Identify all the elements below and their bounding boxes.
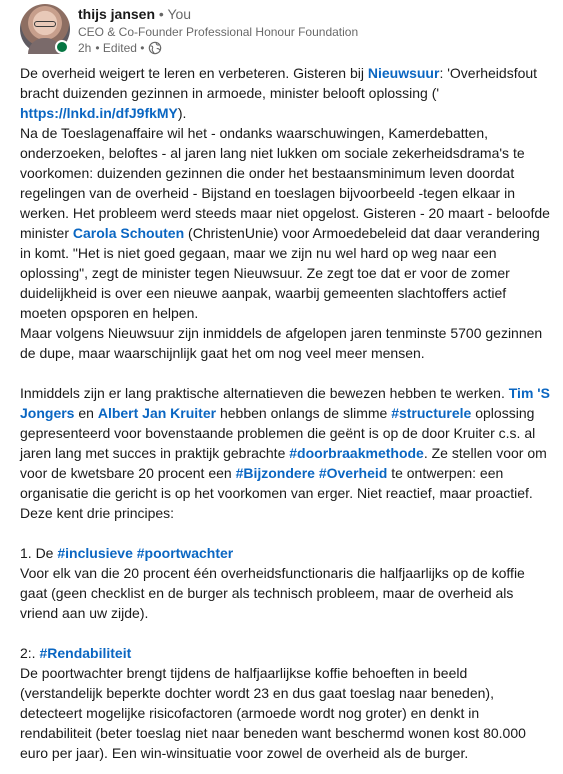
text-span: te ontwerpen: een organisatie die gericht is op het voorkomen van erger. Niet reactief, maar proactief. Deze kent drie principes: bbox=[20, 465, 533, 521]
mention-carola-schouten[interactable]: Carola Schouten bbox=[72, 225, 185, 241]
text-span: 2:. bbox=[20, 645, 40, 661]
hashtag-rendabiliteit[interactable]: #Rendabiliteit bbox=[39, 645, 132, 661]
mention-nieuwsuur[interactable]: Nieuwsuur bbox=[367, 65, 440, 81]
text-span: 1. De bbox=[20, 545, 58, 561]
text-span: ). bbox=[177, 105, 187, 121]
paragraph-spacer bbox=[20, 523, 550, 543]
presence-indicator bbox=[55, 40, 69, 54]
post-body bbox=[20, 63, 550, 763]
edited-label: • Edited • bbox=[95, 41, 145, 55]
post-paragraph-7 bbox=[20, 643, 550, 663]
post-paragraph-8: De poortwachter brengt tijdens de halfjaarlijkse koffie behoeften in beeld (verstandelijk beperkte dochter wordt 23 en dus gaat toeslag naar beneden), detecteert mogelijke risicofactoren (armoede wordt nog groter) en denkt in rendabiliteit (beter toeslag niet naar beneden want beschermd wonen kost 80.000 euro per jaar). Een win-winsituatie voor zowel de overheid als de burger. bbox=[20, 665, 526, 761]
text-span: Inmiddels zijn er lang praktische alternatieven die bewezen hebben te werken. bbox=[20, 385, 509, 401]
text-span: (ChristenUnie) voor Armoedebeleid dat daar verandering in komt. "Het is niet goed gegaan, maar we zijn nu wel hard op weg naar een oplossing", zegt de minister tegen Nieuwsuur. Ze zegt toe dat er voor de zomer duidelijkheid is over een nieuwe aanpak, waarbij gemeenten slachtoffers actief moeten opsporen en helpen. bbox=[20, 225, 540, 321]
hashtag-poortwachter[interactable]: #poortwachter bbox=[136, 545, 234, 561]
text-span: oplossing gepresenteerd voor bovenstaande problemen die geënt is op de door Kruiter c.s. al jaren lang met succes in praktijk gebrachte bbox=[20, 405, 536, 461]
text-span: hebben onlangs de slimme bbox=[216, 405, 392, 421]
mention-albert-jan-kruiter[interactable]: Albert Jan Kruiter bbox=[97, 405, 217, 421]
hashtag-overheid[interactable]: #Overheid bbox=[318, 465, 388, 481]
hashtag-doorbraakmethode[interactable]: #doorbraakmethode bbox=[289, 445, 424, 461]
hashtag-structurele[interactable]: #structurele bbox=[391, 405, 472, 421]
author-name-row bbox=[78, 5, 358, 24]
mention-tim-s-jongers[interactable]: Tim 'S Jongers bbox=[20, 385, 550, 421]
text-span: De overheid weigert te leren en verbeteren. Gisteren bij bbox=[20, 65, 368, 81]
author-name[interactable]: thijs jansen bbox=[78, 6, 156, 22]
text-span: : 'Overheidsfout bracht duizenden gezinnen in armoede, minister belooft oplossing (' bbox=[20, 65, 538, 101]
post-paragraph-6: Voor elk van die 20 procent één overheidsfunctionaris die halfjaarlijks op de koffie gaat (geen checklist en de burger als technisch probleem, maar de overheid als vriend aan uw zijde). bbox=[20, 565, 525, 621]
post-header bbox=[20, 4, 553, 58]
post-time: 2h bbox=[78, 41, 92, 55]
external-link[interactable]: https://lnkd.in/dfJ9fkMY bbox=[20, 105, 178, 121]
post-timestamp-row bbox=[78, 40, 358, 56]
paragraph-spacer bbox=[20, 363, 550, 383]
text-span: en bbox=[74, 405, 98, 421]
text-span: . Ze stellen voor om voor de kwetsbare 20 procent een bbox=[20, 445, 547, 481]
post-paragraph-2 bbox=[20, 123, 550, 323]
text-span: Na de Toeslagenaffaire wil het - ondanks waarschuwingen, Kamerdebatten, onderzoeken, beloftes - al jaren lang niet lukken om sociale zekerheidsdrama's te voorkomen: duizenden gezinnen die onder het bestaansminimum leven doordat regelingen van de overheid - Bijstand en toeslagen bijvoorbeeld -tegen elkaar in werken. Het probleem werd steeds maar niet opgelost. Gisteren - 20 maart - beloofde minister bbox=[20, 125, 550, 241]
hashtag-inclusieve[interactable]: #inclusieve bbox=[57, 545, 133, 561]
avatar-glasses bbox=[34, 21, 56, 27]
globe-icon bbox=[148, 41, 162, 55]
author-headline: CEO & Co-Founder Professional Honour Foundation bbox=[78, 25, 359, 39]
paragraph-spacer bbox=[20, 623, 550, 643]
hashtag-bijzondere[interactable]: #Bijzondere bbox=[235, 465, 315, 481]
you-label: • You bbox=[158, 6, 192, 22]
avatar[interactable] bbox=[20, 4, 70, 54]
post-paragraph-5 bbox=[20, 543, 550, 563]
post-paragraph-1 bbox=[20, 63, 550, 123]
author-meta bbox=[78, 5, 358, 56]
post-paragraph-3: Maar volgens Nieuwsuur zijn inmiddels de afgelopen jaren tenminste 5700 gezinnen de dupe, maar waarschijnlijk gaat het om nog veel meer mensen. bbox=[20, 325, 543, 361]
post-paragraph-4 bbox=[20, 383, 550, 523]
